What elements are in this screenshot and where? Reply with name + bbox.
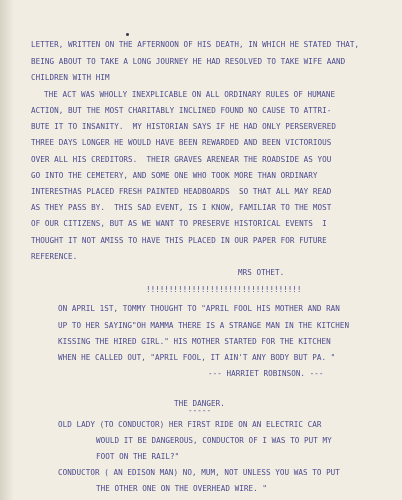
author-signature: --- HARRIET ROBINSON. --- bbox=[208, 369, 324, 378]
text-line: ON APRIL 1ST, TOMMY THOUGHT TO "APRIL FOOL HIS MOTHER AND RAN bbox=[58, 304, 340, 313]
text-line: GO INTO THE CEMETERY, AND SOME ONE WHO TOOK MORE THAN ORDINARY bbox=[31, 171, 318, 180]
text-line: AS THEY PASS BY. THIS SAD EVENT, IS I KNOW, FAMILIAR TO THE MOST bbox=[31, 203, 332, 212]
text-line: THE ACT WAS WHOLLY INEXPLICABLE ON ALL ORDINARY RULES OF HUMANE bbox=[44, 90, 336, 99]
author-signature: MRS OTHET. bbox=[238, 268, 285, 277]
text-line: OLD LADY (TO CONDUCTOR) HER FIRST RIDE ON AN ELECTRIC CAR bbox=[58, 420, 322, 429]
title-underline: ----- bbox=[188, 406, 212, 415]
text-line: BEING ABOUT TO TAKE A LONG JOURNEY HE HAD RESOLVED TO TAKE WIFE AAND bbox=[31, 57, 346, 66]
text-line: UP TO HER SAYING"OH MAMMA THERE IS A STRANGE MAN IN THE KITCHEN bbox=[58, 321, 350, 330]
text-line: KISSING THE HIRED GIRL." HIS MOTHER STARTED FOR THE KITCHEN bbox=[58, 337, 331, 346]
ink-dot bbox=[126, 33, 129, 36]
text-line: WHEN HE CALLED OUT, "APRIL FOOL, IT AIN'T ANY BODY BUT PA. " bbox=[58, 353, 336, 362]
section-divider: !!!!!!!!!!!!!!!!!!!!!!!!!!!!!!!!!! bbox=[146, 285, 302, 294]
text-line: THREE DAYS LONGER HE WOULD HAVE BEEN REWARDED AND BEEN VICTORIOUS bbox=[31, 138, 332, 147]
text-line: BUTE IT TO INSANITY. MY HISTORIAN SAYS IF HE HAD ONLY PERSERVERED bbox=[31, 122, 337, 131]
text-line: CHILDREN WITH HIM bbox=[31, 73, 110, 82]
text-line: ACTION, BUT THE MOST CHARITABLY INCLINED FOUND NO CAUSE TO ATTRI- bbox=[31, 106, 332, 115]
text-line: REFERENCE. bbox=[31, 252, 78, 261]
text-line: OF OUR CITIZENS, BUT AS WE WANT TO PRESERVE HISTORICAL EVENTS I bbox=[31, 219, 327, 228]
text-line: OVER ALL HIS CREDITORS. THEIR GRAVES ARENEAR THE ROADSIDE AS YOU bbox=[31, 155, 332, 164]
text-line: THOUGHT IT NOT AMISS TO HAVE THIS PLACED IN OUR PAPER FOR FUTURE bbox=[31, 236, 327, 245]
text-line: THE OTHER ONE ON THE OVERHEAD WIRE. " bbox=[96, 484, 268, 493]
text-line: WOULD IT BE DANGEROUS, CONDUCTOR OF I WAS TO PUT MY bbox=[96, 436, 332, 445]
text-line: FOOT ON THE RAIL?" bbox=[96, 452, 180, 461]
text-line: CONDUCTOR ( AN EDISON MAN) NO, MUM, NOT UNLESS YOU WAS TO PUT bbox=[58, 468, 340, 477]
section-title: THE DANGER. bbox=[174, 399, 225, 408]
text-line: LETTER, WRITTEN ON THE AFTERNOON OF HIS DEATH, IN WHICH HE STATED THAT, bbox=[31, 40, 360, 49]
text-line: INTERESTHAS PLACED FRESH PAINTED HEADBOARDS SO THAT ALL MAY READ bbox=[31, 187, 332, 196]
